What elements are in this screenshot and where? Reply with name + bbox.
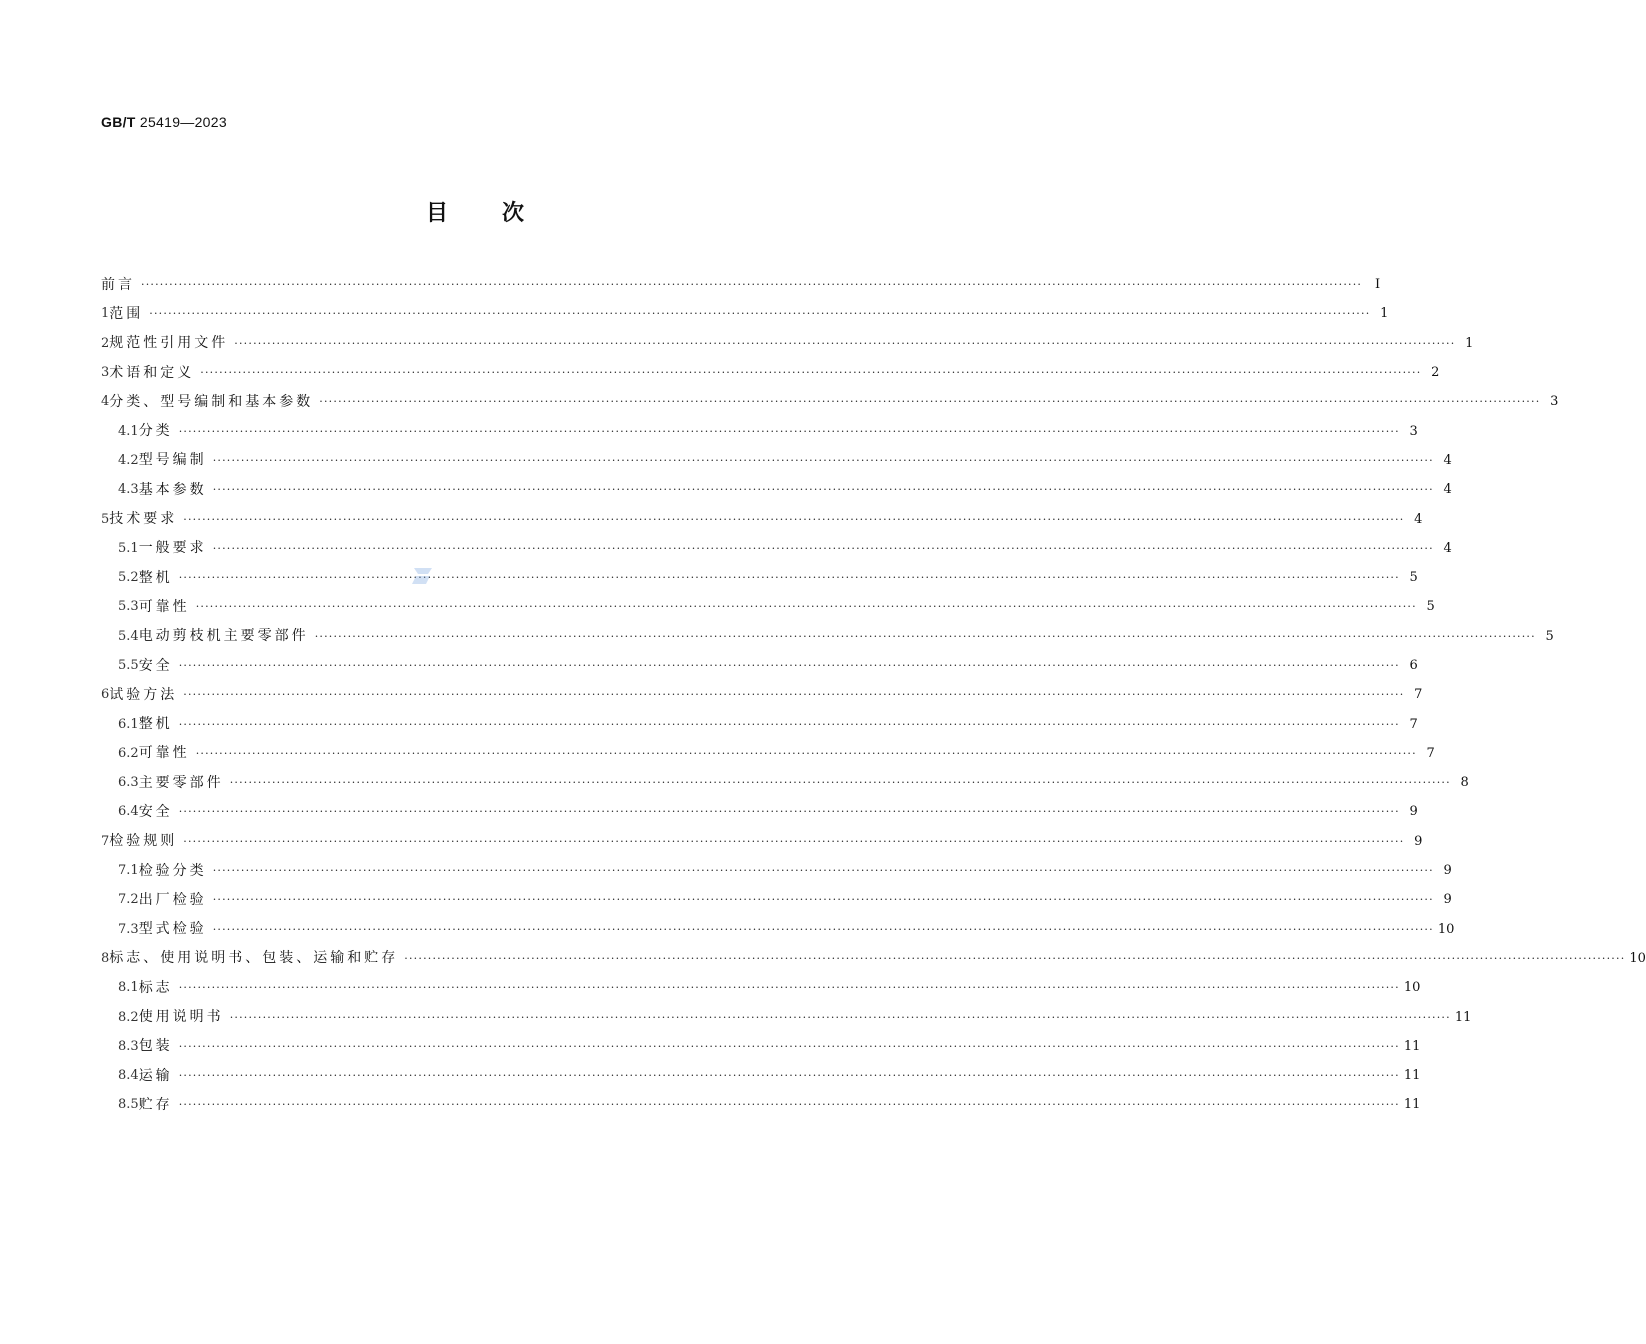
toc-leader-dots: ···································································································································································································································································· <box>149 307 1371 321</box>
toc-leader-dots: ···································································································································································································································································· <box>195 600 1417 614</box>
toc-row[interactable] <box>101 768 1469 797</box>
standard-code <box>101 114 227 130</box>
toc-row[interactable] <box>101 739 1435 768</box>
toc-row[interactable] <box>101 358 1440 387</box>
toc-leader-dots: ···································································································································································································································································· <box>178 1039 1400 1053</box>
toc-number: 4 <box>101 394 110 410</box>
toc-row[interactable] <box>101 475 1452 504</box>
toc-row[interactable] <box>101 1002 1472 1031</box>
toc-number: 8.2 <box>118 1009 139 1025</box>
toc-leader-dots: ···································································································································································································································································· <box>195 746 1417 760</box>
toc-leader-dots: ···································································································································································································································································· <box>212 922 1434 936</box>
toc-label: 主要零部件 <box>138 774 224 791</box>
toc-label: 整机 <box>138 569 173 586</box>
toc-number: 7.3 <box>118 921 139 937</box>
toc-number: 5.3 <box>118 599 139 615</box>
toc-page-number: 4 <box>1443 452 1452 468</box>
toc-row[interactable] <box>101 329 1474 358</box>
toc-page-number: 9 <box>1443 892 1452 908</box>
toc-row[interactable] <box>101 270 1381 299</box>
toc-page-number: 9 <box>1409 804 1418 820</box>
toc-row[interactable] <box>101 622 1554 651</box>
toc-number: 1 <box>101 306 110 322</box>
toc-leader-dots: ···································································································································································································································································· <box>212 864 1434 878</box>
toc-label: 电动剪枝机主要零部件 <box>138 628 309 645</box>
toc-number: 6.4 <box>118 804 139 820</box>
toc-leader-dots: ···································································································································································································································································· <box>229 776 1451 790</box>
toc-page-number: 7 <box>1409 716 1418 732</box>
toc-row[interactable] <box>101 885 1452 914</box>
toc-page-number: 9 <box>1443 863 1452 879</box>
toc-row[interactable] <box>101 446 1452 475</box>
toc-leader-dots: ···································································································································································································································································· <box>212 483 1434 497</box>
toc-leader-dots: ···································································································································································································································································· <box>234 336 1456 350</box>
toc-page-number: 5 <box>1409 570 1418 586</box>
toc-row[interactable] <box>101 973 1421 1002</box>
toc-number: 5.4 <box>118 628 139 644</box>
toc-page-number: 3 <box>1550 394 1559 410</box>
title-char-2: 次 <box>502 201 525 226</box>
toc-number: 4.1 <box>118 423 139 439</box>
toc-number: 5.5 <box>118 658 139 673</box>
toc-leader-dots: ···································································································································································································································································· <box>314 629 1536 643</box>
toc-number: 7.1 <box>118 863 139 879</box>
toc-number: 3 <box>101 365 110 381</box>
toc-label: 标志、使用说明书、包装、运输和贮存 <box>109 950 399 967</box>
toc-number: 5.1 <box>118 540 139 556</box>
toc-page-number: 4 <box>1443 482 1452 498</box>
toc-label: 检验分类 <box>138 862 207 879</box>
toc-row[interactable] <box>101 827 1423 856</box>
toc-number: 8.3 <box>118 1038 139 1054</box>
toc-label: 整机 <box>138 716 173 733</box>
toc-label: 基本参数 <box>138 481 207 498</box>
toc-number: 5 <box>101 511 110 527</box>
toc-number: 8.1 <box>118 980 139 996</box>
toc-page-number: 8 <box>1460 775 1469 791</box>
toc-row[interactable] <box>101 1032 1421 1061</box>
toc-leader-dots: ···································································································································································································································································· <box>141 278 1363 292</box>
toc-number: 6 <box>101 687 110 703</box>
toc-number: 6.3 <box>118 775 139 791</box>
toc-leader-dots: ···································································································································································································································································· <box>178 1069 1400 1083</box>
toc-number: 8 <box>101 950 110 966</box>
toc-label: 分类、型号编制和基本参数 <box>109 393 314 410</box>
toc-leader-dots: ···································································································································································································································································· <box>229 1010 1451 1024</box>
toc-number: 4.2 <box>118 452 139 468</box>
toc-page-number: 5 <box>1426 599 1435 615</box>
toc-label: 前言 <box>101 276 135 293</box>
table-of-contents <box>101 270 1646 1120</box>
toc-leader-dots: ···································································································································································································································································· <box>178 424 1400 438</box>
toc-row[interactable] <box>101 387 1559 416</box>
toc-page-number: 7 <box>1426 745 1435 761</box>
toc-row[interactable] <box>101 944 1646 973</box>
toc-page-number: 1 <box>1465 335 1474 351</box>
toc-page-number: 7 <box>1414 687 1423 703</box>
toc-page-number: 1 <box>1380 306 1389 322</box>
toc-number: 4.3 <box>118 482 139 498</box>
toc-label: 可靠性 <box>138 745 190 762</box>
title-char-1: 目 <box>425 201 448 226</box>
toc-page-number: 4 <box>1443 540 1452 556</box>
toc-page-number: 10 <box>1437 921 1455 937</box>
toc-leader-dots: ···································································································································································································································································· <box>178 659 1400 672</box>
toc-label: 术语和定义 <box>109 364 195 381</box>
toc-label: 型号编制 <box>138 452 207 469</box>
toc-label: 包装 <box>138 1038 173 1055</box>
toc-row[interactable] <box>101 563 1418 592</box>
toc-row[interactable] <box>101 534 1452 563</box>
toc-row[interactable] <box>101 299 1389 328</box>
standard-prefix: GB/T <box>101 114 136 130</box>
toc-label: 运输 <box>138 1067 173 1084</box>
toc-label: 试验方法 <box>109 686 178 703</box>
toc-label: 规范性引用文件 <box>109 335 229 352</box>
toc-page-number: Ⅰ <box>1374 277 1381 293</box>
toc-page-number: 6 <box>1409 658 1418 673</box>
toc-number: 7 <box>101 833 110 849</box>
toc-leader-dots: ···································································································································································································································································· <box>319 395 1541 409</box>
watermark-logo-icon <box>410 565 434 587</box>
toc-leader-dots: ···································································································································································································································································· <box>178 1098 1400 1112</box>
toc-row[interactable] <box>101 856 1452 885</box>
toc-number: 2 <box>101 335 110 351</box>
toc-label: 贮存 <box>138 1096 173 1113</box>
toc-row[interactable] <box>101 651 1418 680</box>
toc-leader-dots: ···································································································································································································································································· <box>178 805 1400 819</box>
toc-row[interactable] <box>101 416 1418 445</box>
toc-label: 使用说明书 <box>138 1009 224 1026</box>
toc-leader-dots: ···································································································································································································································································· <box>183 834 1405 848</box>
toc-label: 范围 <box>109 305 144 322</box>
toc-page-number: 10 <box>1629 950 1646 966</box>
toc-page-number: 3 <box>1409 423 1418 439</box>
standard-number: 25419—2023 <box>139 114 227 130</box>
toc-page-number: 10 <box>1403 980 1421 996</box>
toc-leader-dots: ···································································································································································································································································· <box>178 717 1400 731</box>
toc-page-number: 11 <box>1454 1009 1472 1025</box>
toc-leader-dots: ···································································································································································································································································· <box>178 981 1400 995</box>
toc-number: 8.4 <box>118 1068 139 1084</box>
toc-page-number: 9 <box>1414 833 1423 849</box>
toc-page-number: 5 <box>1545 628 1554 644</box>
toc-label: 出厂检验 <box>138 891 207 908</box>
toc-row[interactable] <box>101 709 1418 738</box>
toc-page-number: 2 <box>1431 365 1440 381</box>
toc-number: 8.5 <box>118 1097 139 1113</box>
toc-page-number: 11 <box>1403 1097 1421 1113</box>
toc-row[interactable] <box>101 797 1418 826</box>
toc-leader-dots: ···································································································································································································································································· <box>200 366 1422 380</box>
toc-label: 技术要求 <box>109 511 178 528</box>
toc-page-number: 4 <box>1414 511 1423 527</box>
toc-label: 一般要求 <box>138 540 207 557</box>
toc-row[interactable] <box>101 1061 1421 1090</box>
toc-label: 分类 <box>138 423 173 440</box>
toc-page-number: 11 <box>1403 1068 1421 1084</box>
toc-leader-dots: ···································································································································································································································································· <box>404 951 1626 965</box>
toc-leader-dots: ···································································································································································································································································· <box>183 512 1405 526</box>
toc-number: 7.2 <box>118 892 139 908</box>
toc-label: 安全 <box>138 657 173 674</box>
toc-row[interactable] <box>101 680 1423 709</box>
toc-label: 型式检验 <box>138 921 207 938</box>
toc-label: 安全 <box>138 803 173 820</box>
toc-label: 标志 <box>138 979 173 996</box>
toc-leader-dots: ···································································································································································································································································· <box>212 893 1434 907</box>
toc-leader-dots: ···································································································································································································································································· <box>183 688 1405 702</box>
toc-leader-dots: ···································································································································································································································································· <box>212 453 1434 467</box>
page-title <box>0 196 950 227</box>
toc-row[interactable] <box>101 592 1435 621</box>
toc-row[interactable] <box>101 504 1423 533</box>
toc-row[interactable] <box>101 1090 1421 1119</box>
toc-label: 可靠性 <box>138 598 190 615</box>
toc-row[interactable] <box>101 915 1455 944</box>
toc-number: 6.2 <box>118 745 139 761</box>
toc-number: 5.2 <box>118 570 139 586</box>
toc-label: 检验规则 <box>109 833 178 850</box>
toc-leader-dots: ···································································································································································································································································· <box>178 571 1400 585</box>
toc-page-number: 11 <box>1403 1038 1421 1054</box>
toc-leader-dots: ···································································································································································································································································· <box>212 541 1434 555</box>
toc-number: 6.1 <box>118 716 139 732</box>
